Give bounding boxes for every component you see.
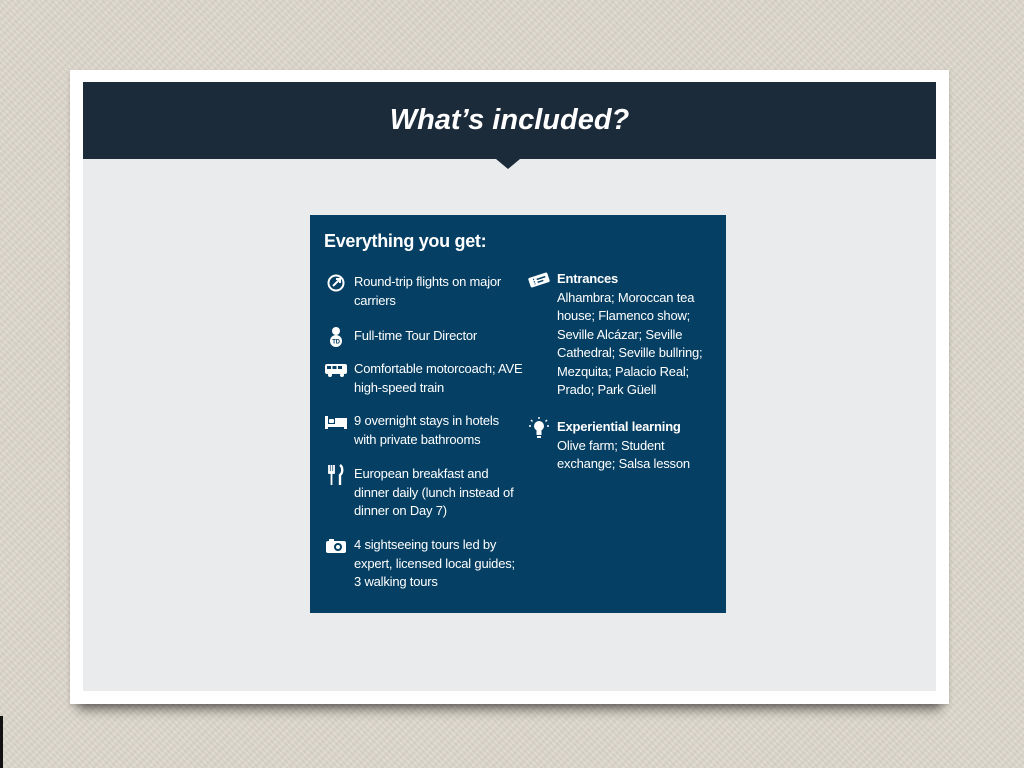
list-item-content (557, 418, 716, 474)
tour-director-icon (323, 327, 349, 347)
slide-frame (70, 70, 949, 704)
list-item-tours (323, 536, 523, 592)
fork-knife-icon (323, 465, 349, 485)
list-item-title: Entrances (557, 271, 619, 286)
list-item-hotels (323, 412, 523, 449)
list-item-tour-director (323, 327, 523, 347)
list-item-meals (323, 465, 523, 521)
lightbulb-icon (526, 418, 552, 438)
list-item-title: Experiential learning (557, 419, 681, 434)
title-pointer (496, 159, 520, 169)
list-item-content (557, 270, 716, 400)
bus-icon (323, 360, 349, 380)
list-item-text: Comfortable motorcoach; AVE high-speed train (354, 361, 523, 395)
list-item-experiential (526, 418, 716, 474)
list-item-text: 4 sightseeing tours led by expert, licensed local guides; 3 walking tours (354, 537, 515, 589)
card-heading: Everything you get: (324, 231, 487, 251)
camera-icon (323, 536, 349, 556)
ticket-icon (526, 270, 552, 290)
bed-icon (323, 412, 349, 432)
included-card (310, 215, 726, 613)
left-edge-bar (0, 716, 3, 768)
slide-title: What’s included? (389, 104, 630, 136)
list-item-text: Full-time Tour Director (354, 328, 478, 343)
list-item-transport (323, 360, 523, 397)
title-bar (83, 82, 936, 159)
list-item-text: Round-trip flights on major carriers (354, 274, 502, 308)
list-item-text: Alhambra; Moroccan tea house; Flamenco show; Seville Alcázar; Seville Cathedral; Seville bullring; Mezquita; Palacio Real; Prado; Park Güell (557, 289, 703, 397)
svg-text:TD: TD (332, 339, 340, 346)
list-item-entrances (526, 270, 716, 400)
slide-panel (83, 82, 936, 691)
list-item-text: Olive farm; Student exchange; Salsa lesson (557, 437, 690, 471)
list-item-text: 9 overnight stays in hotels with private bathrooms (354, 413, 499, 447)
list-item-flights (323, 273, 523, 310)
airplane-icon (323, 273, 349, 293)
list-item-text: European breakfast and dinner daily (lunch instead of dinner on Day 7) (354, 466, 514, 518)
